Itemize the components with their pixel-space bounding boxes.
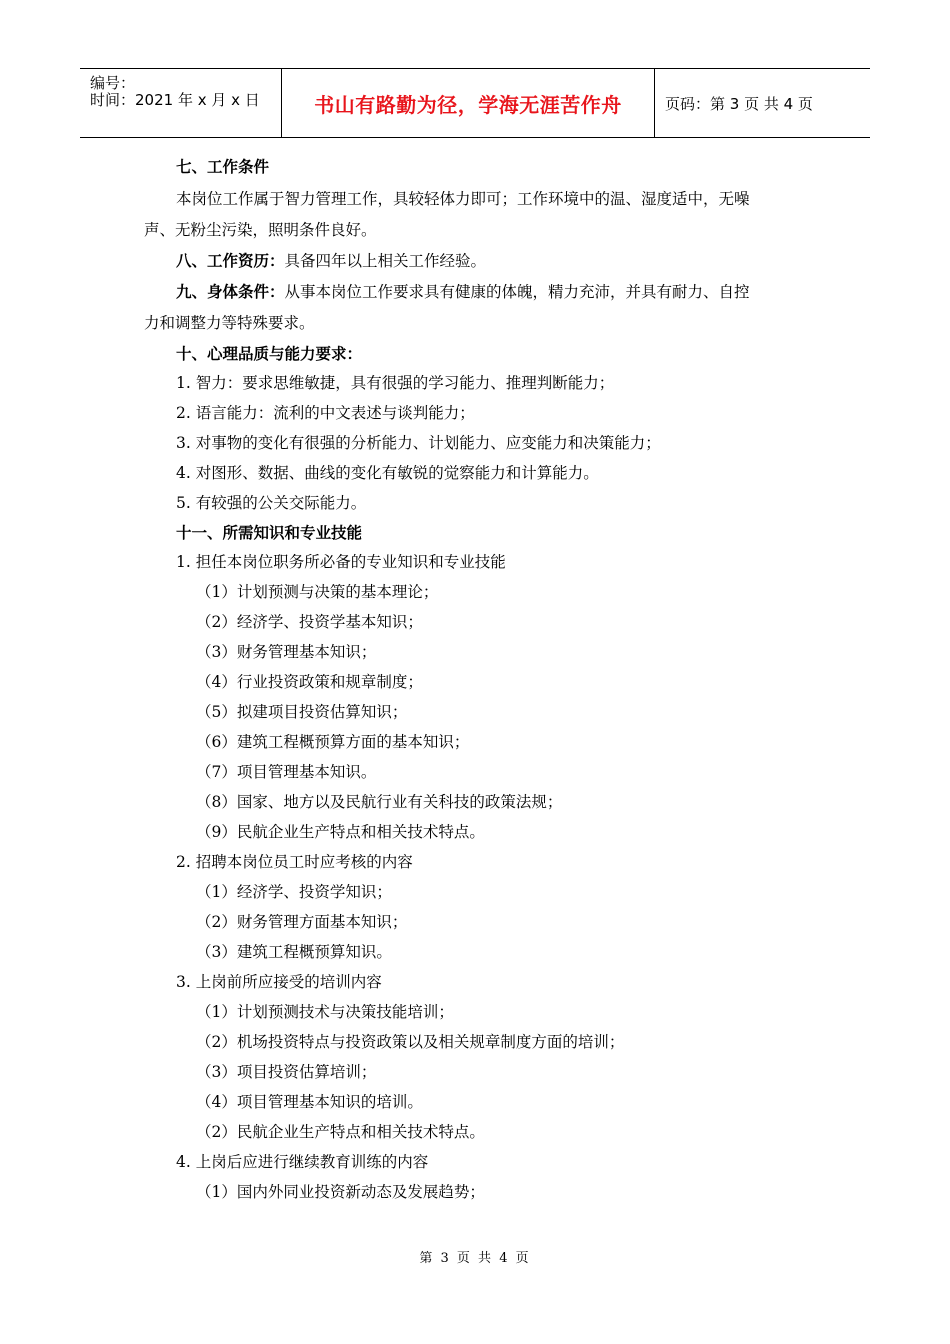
list-item: （4）项目管理基本知识的培训。 xyxy=(196,1093,423,1111)
list-item: （3）项目投资估算培训； xyxy=(196,1063,377,1081)
list-item: （1）国内外同业投资新动态及发展趋势； xyxy=(196,1183,485,1201)
list-item: （5）拟建项目投资估算知识； xyxy=(196,703,408,721)
header-page-info: 页码：第 3 页 共 4 页 xyxy=(665,94,813,113)
section-7-text-line-1: 本岗位工作属于智力管理工作，具较轻体力即可；工作环境中的温、湿度适中，无噪 xyxy=(176,190,750,208)
section-11-subheading-4: 4. 上岗后应进行继续教育训练的内容 xyxy=(176,1153,429,1171)
list-item: （3）建筑工程概预算知识。 xyxy=(196,943,392,961)
list-item: （9）民航企业生产特点和相关技术特点。 xyxy=(196,823,485,841)
list-item: （2）机场投资特点与投资政策以及相关规章制度方面的培训； xyxy=(196,1033,625,1051)
list-item: （2）经济学、投资学基本知识； xyxy=(196,613,423,631)
list-item: 4. 对图形、数据、曲线的变化有敏锐的觉察能力和计算能力。 xyxy=(176,464,599,482)
section-8-paragraph xyxy=(176,250,486,272)
list-item: （1）计划预测技术与决策技能培训； xyxy=(196,1003,454,1021)
section-9-text-line-2: 力和调整力等特殊要求。 xyxy=(144,314,315,332)
section-11-subheading-2: 2. 招聘本岗位员工时应考核的内容 xyxy=(176,853,413,871)
section-9-text-line-1: 从事本岗位工作要求具有健康的体魄，精力充沛，并具有耐力、自控 xyxy=(284,283,750,301)
list-item: （3）财务管理基本知识； xyxy=(196,643,377,661)
list-item: （4）行业投资政策和规章制度； xyxy=(196,673,423,691)
section-11-subheading-1: 1. 担任本岗位职务所必备的专业知识和专业技能 xyxy=(176,553,506,571)
section-9-title: 九、身体条件： xyxy=(176,282,285,301)
header-page-cell xyxy=(655,69,870,137)
header-meta-cell xyxy=(80,69,281,137)
doc-number-label: 编号： xyxy=(90,74,136,92)
header-motto-cell xyxy=(281,69,655,137)
section-8-title: 八、工作资历： xyxy=(176,251,285,270)
page-footer: 第 3 页 共 4 页 xyxy=(419,1251,531,1266)
page-header xyxy=(80,68,870,138)
doc-time-label: 时间：2021 年 x 月 x 日 xyxy=(90,91,260,109)
list-item: （1）经济学、投资学知识； xyxy=(196,883,392,901)
list-item: （2）财务管理方面基本知识； xyxy=(196,913,408,931)
list-item: 2. 语言能力：流利的中文表述与谈判能力； xyxy=(176,404,475,422)
section-11-subheading-3: 3. 上岗前所应接受的培训内容 xyxy=(176,973,382,991)
list-item: 3. 对事物的变化有很强的分析能力、计划能力、应变能力和决策能力； xyxy=(176,434,661,452)
section-7-text-line-2: 声、无粉尘污染，照明条件良好。 xyxy=(144,221,377,239)
list-item: 5. 有较强的公关交际能力。 xyxy=(176,494,367,512)
section-9-paragraph xyxy=(176,281,750,303)
list-item: （1）计划预测与决策的基本理论； xyxy=(196,583,439,601)
list-item: （7）项目管理基本知识。 xyxy=(196,763,377,781)
list-item: 1. 智力：要求思维敏捷，具有很强的学习能力、推理判断能力； xyxy=(176,374,615,392)
header-motto: 书山有路勤为径，学海无涯苦作舟 xyxy=(314,92,622,117)
section-8-text: 具备四年以上相关工作经验。 xyxy=(284,252,487,270)
section-7-title: 七、工作条件 xyxy=(176,157,270,176)
list-item: （6）建筑工程概预算方面的基本知识； xyxy=(196,733,470,751)
section-11-title: 十一、所需知识和专业技能 xyxy=(176,523,363,542)
section-10-title: 十、心理品质与能力要求： xyxy=(176,344,363,363)
list-item: （8）国家、地方以及民航行业有关科技的政策法规； xyxy=(196,793,563,811)
list-item: （2）民航企业生产特点和相关技术特点。 xyxy=(196,1123,485,1141)
